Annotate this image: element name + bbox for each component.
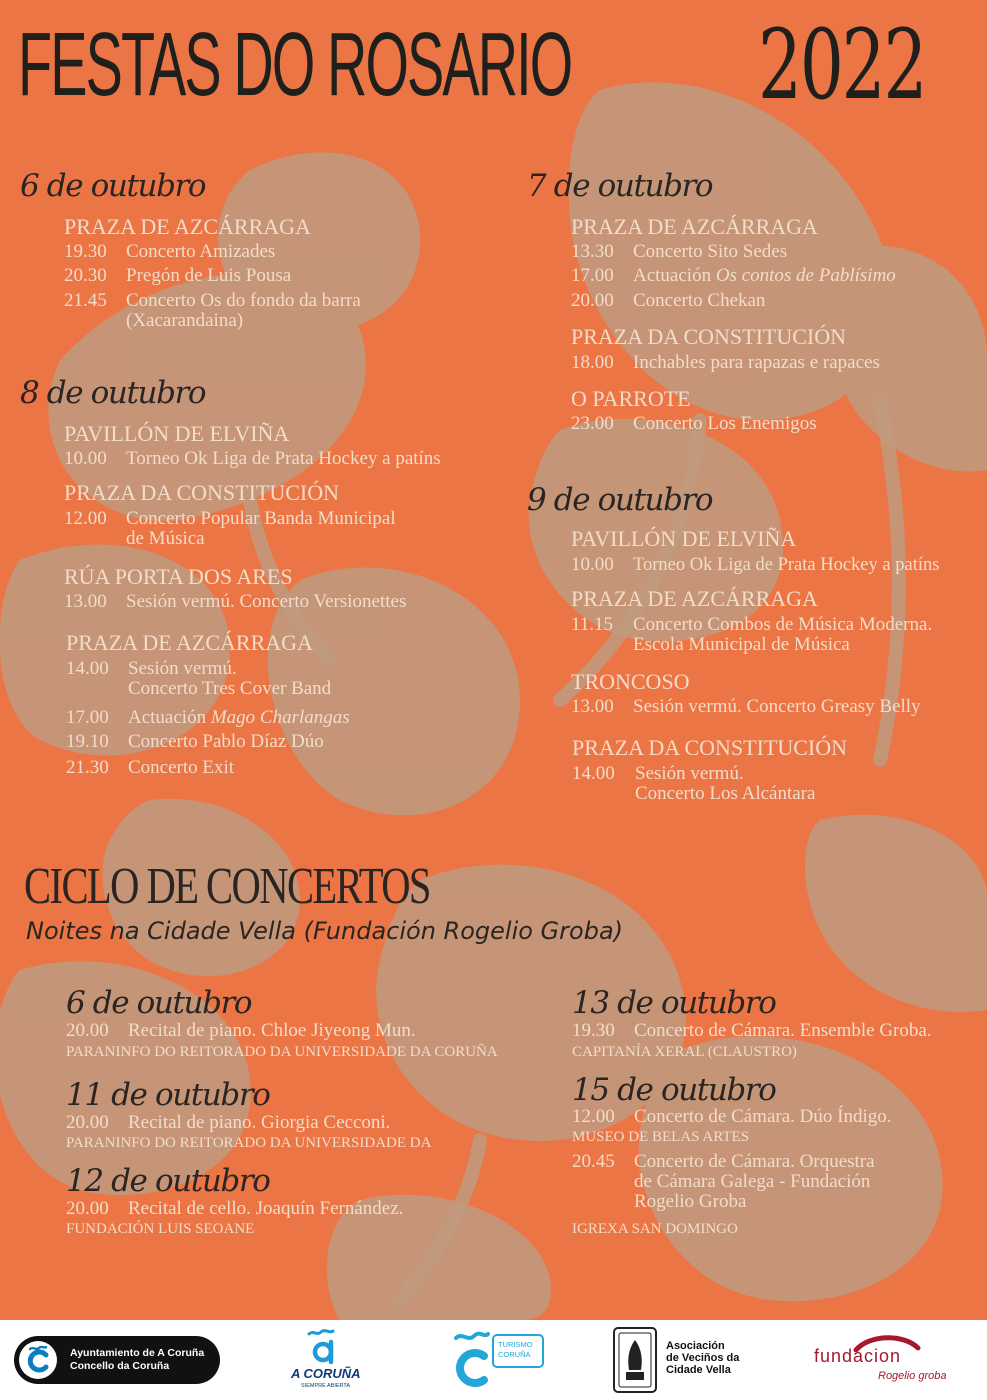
event-time: 23.00 — [571, 413, 614, 434]
event-time: 13.00 — [64, 591, 107, 612]
asoc-line-3: Cidade Vella — [666, 1364, 731, 1376]
event-time: 19.30 — [64, 241, 107, 262]
coruna-c-icon — [19, 1341, 57, 1379]
turismo-c-icon — [448, 1330, 492, 1390]
venue-name: PRAZA DE AZCÁRRAGA — [64, 214, 311, 239]
concert-text: Concerto de Cámara. Ensemble Groba. — [634, 1020, 932, 1041]
event-text: Concerto Amizades — [126, 241, 276, 262]
concert-venue: PARANINFO DO REITORADO DA UNIVERSIDADE DA CORUÑA — [66, 1044, 498, 1060]
concert-time: 20.45 — [572, 1151, 615, 1172]
event-text-cont: (Xacarandaina) — [126, 310, 244, 331]
event-text: Concerto Pablo Díaz Dúo — [128, 731, 324, 752]
venue-name: PAVILLÓN DE ELVIÑA — [571, 526, 797, 551]
venue-name: PRAZA DA CONSTITUCIÓN — [64, 480, 340, 505]
event-text: Concerto Combos de Música Moderna. — [633, 614, 933, 635]
concert-text: Concerto de Cámara. Dúo Índigo. — [634, 1106, 892, 1127]
ayto-line-2: Concello da Coruña — [70, 1360, 170, 1372]
event-text: Concerto Los Enemigos — [633, 413, 817, 434]
event-text-cont: Escola Municipal de Música — [633, 634, 850, 655]
event-text: Sesión vermú. — [635, 763, 744, 784]
ciclo-subtitle: Noites na Cidade Vella (Fundación Rogelio Groba) — [26, 917, 624, 945]
day-date: 8 de outubro — [20, 375, 206, 411]
event-time: 17.00 — [66, 707, 109, 728]
venue-name: TRONCOSO — [571, 669, 690, 694]
venue-name: PRAZA DE AZCÁRRAGA — [66, 630, 313, 655]
event-time: 21.30 — [66, 757, 109, 778]
event-time: 13.30 — [571, 241, 614, 262]
event-text-cont: de Música — [126, 528, 205, 549]
acoruna-brand-logo — [285, 1328, 365, 1394]
event-text: Concerto Chekan — [633, 290, 766, 311]
fundacion-name: Rogelio groba — [878, 1370, 947, 1382]
concert-text: Recital de cello. Joaquín Fernández. — [128, 1198, 404, 1219]
event-time: 20.30 — [64, 265, 107, 286]
concert-date: 6 de outubro — [66, 985, 252, 1021]
event-time: 17.00 — [571, 265, 614, 286]
poster-year: 2022 — [758, 9, 926, 121]
ciclo-title: CICLO DE CONCERTOS — [24, 858, 430, 915]
event-text-cont: Concerto Los Alcántara — [635, 783, 816, 804]
leaf-shape — [805, 815, 987, 1012]
asoc-line-1: Asociación — [666, 1340, 725, 1352]
venue-name: PRAZA DE AZCÁRRAGA — [571, 214, 818, 239]
event-time: 14.00 — [66, 658, 109, 679]
day-date: 9 de outubro — [527, 482, 713, 518]
venue-name: PRAZA DA CONSTITUCIÓN — [572, 735, 848, 760]
concert-text-cont: Rogelio Groba — [634, 1191, 747, 1212]
event-text: Inchables para rapazas e rapaces — [633, 352, 880, 373]
fundacion-groba-logo — [812, 1332, 982, 1390]
event-text: Concerto Exit — [128, 757, 235, 778]
day-date: 7 de outubro — [527, 168, 713, 204]
event-time: 19.10 — [66, 731, 109, 752]
event-time: 20.00 — [571, 290, 614, 311]
event-time: 10.00 — [571, 554, 614, 575]
event-time: 14.00 — [572, 763, 615, 784]
fundacion-word: fundacion — [814, 1346, 902, 1366]
concert-date: 15 de outubro — [572, 1072, 776, 1108]
event-italic: Os contos de Pablísimo — [715, 265, 896, 286]
concert-date: 13 de outubro — [572, 985, 776, 1021]
concert-time: 12.00 — [572, 1106, 615, 1127]
ayuntamiento-logo — [14, 1336, 220, 1384]
sponsor-footer — [0, 1320, 987, 1400]
venue-name: PAVILLÓN DE ELVIÑA — [64, 421, 290, 446]
turismo-coruna-logo — [448, 1330, 544, 1390]
event-text: Concerto Popular Banda Municipal — [126, 508, 396, 529]
turismo-line-2: CORUÑA — [498, 1350, 531, 1359]
event-time: 12.00 — [64, 508, 107, 529]
event-time: 21.45 — [64, 290, 107, 311]
venue-name: PRAZA DA CONSTITUCIÓN — [571, 324, 847, 349]
asociacion-seal-icon — [612, 1326, 658, 1394]
event-text — [633, 266, 896, 286]
concert-time: 19.30 — [572, 1020, 615, 1041]
venue-name: O PARROTE — [571, 386, 691, 411]
event-italic: Mago Charlangas — [210, 707, 350, 728]
event-text — [128, 708, 350, 728]
event-text: Torneo Ok Liga de Prata Hockey a patíns — [126, 448, 441, 469]
event-text: Pregón de Luis Pousa — [126, 265, 292, 286]
event-text-cont: Concerto Tres Cover Band — [128, 678, 332, 699]
event-text: Sesión vermú. Concerto Versionettes — [126, 591, 407, 612]
concert-time: 20.00 — [66, 1020, 109, 1041]
concert-venue: PARANINFO DO REITORADO DA UNIVERSIDADE DA — [66, 1135, 432, 1151]
concert-text-cont: de Cámara Galega - Fundación — [634, 1171, 871, 1192]
acoruna-tagline: SIEMPRE ABIERTA — [301, 1383, 351, 1389]
concert-venue: FUNDACIÓN LUIS SEOANE — [66, 1221, 255, 1237]
event-time: 11.15 — [571, 614, 614, 635]
event-text: Concerto Sito Sedes — [633, 241, 788, 262]
acoruna-a-icon — [303, 1328, 343, 1364]
event-time: 10.00 — [64, 448, 107, 469]
acoruna-name: A CORUÑA — [291, 1366, 361, 1381]
concert-venue: MUSEO DE BELAS ARTES — [572, 1129, 750, 1145]
concert-venue: IGREXA SAN DOMINGO — [572, 1221, 738, 1237]
day-date: 6 de outubro — [20, 168, 206, 204]
ayto-line-1: Ayuntamiento de A Coruña — [70, 1347, 205, 1359]
event-text: Concerto Os do fondo da barra — [126, 290, 361, 311]
event-text: Torneo Ok Liga de Prata Hockey a patíns — [633, 555, 940, 575]
event-prefix: Actuación — [128, 707, 211, 728]
concert-date: 12 de outubro — [66, 1163, 270, 1199]
concert-text: Recital de piano. Chloe Jiyeong Mun. — [128, 1020, 416, 1041]
event-text: Sesión vermú. Concerto Greasy Belly — [633, 696, 921, 717]
concert-time: 20.00 — [66, 1198, 109, 1219]
event-text: Sesión vermú. — [128, 658, 237, 679]
poster-title: FESTAS DO ROSARIO — [18, 15, 572, 115]
asociacion-vecinos-logo — [612, 1326, 752, 1394]
concert-text: Concerto de Cámara. Orquestra — [634, 1151, 875, 1172]
venue-name: RÚA PORTA DOS ARES — [64, 564, 293, 589]
concert-venue: CAPITANÍA XERAL (CLAUSTRO) — [572, 1044, 797, 1060]
event-prefix: Actuación — [633, 265, 716, 286]
asoc-line-2: de Veciños da — [666, 1352, 740, 1364]
concert-text: Recital de piano. Giorgia Cecconi. — [128, 1112, 391, 1133]
event-time: 13.00 — [571, 696, 614, 717]
event-time: 18.00 — [571, 352, 614, 373]
venue-name: PRAZA DE AZCÁRRAGA — [571, 586, 818, 611]
concert-date: 11 de outubro — [66, 1077, 270, 1113]
turismo-line-1: TURISMO — [498, 1340, 533, 1349]
concert-time: 20.00 — [66, 1112, 109, 1133]
